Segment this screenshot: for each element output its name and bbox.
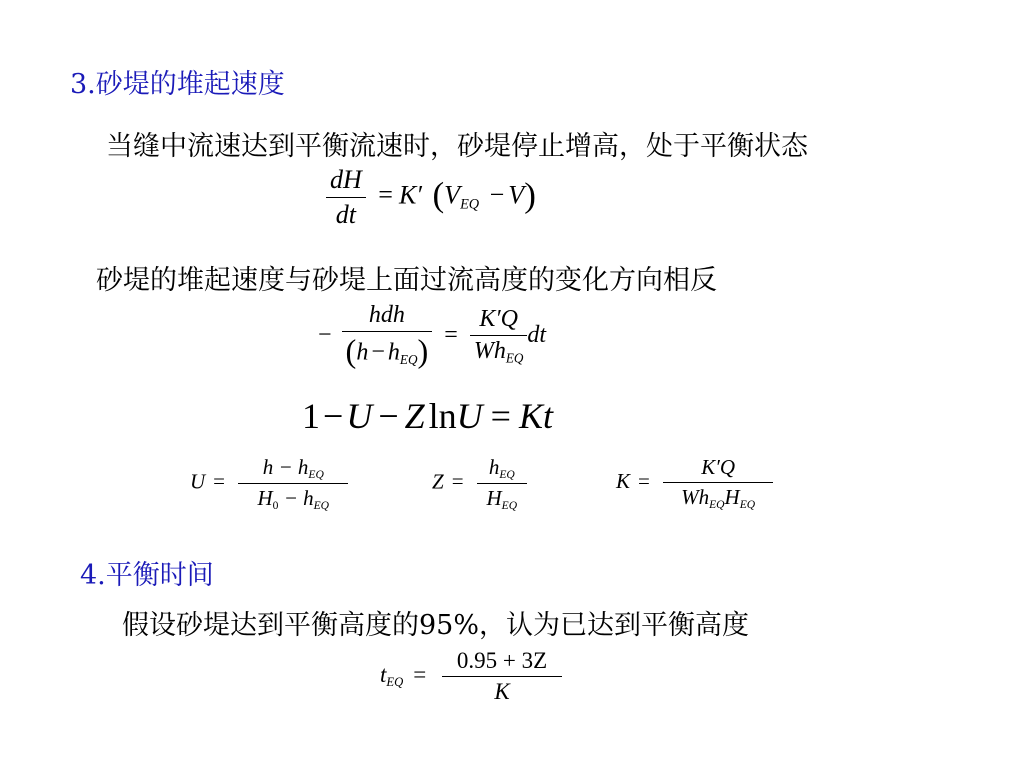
equation-equilibrium-time: $t_{EQ}$ = $\frac{0.95 + 3Z}{K}$ [380,648,562,705]
fraction-K: $\frac{K'Q}{Wh_{EQ}H_{EQ}}$ [663,455,773,511]
fraction-U: $\frac{h - h_{EQ}}{H_0 - h_{EQ}}$ [238,455,348,512]
definition-Z: Z = $\frac{h_{EQ}}{H_{EQ}}$ [432,455,527,512]
fraction-dH-dt: $\frac{dH}{dt}$ [326,165,366,230]
equation-differential: − $\frac{\text{hdh}}{(h - h_{EQ})}$ = $\frac{K'Q}{Wh_{EQ}}$ dt [318,302,547,370]
equation-integrated: 1−U − Z lnU = Kt [302,396,553,436]
section-4-heading: 4.平衡时间 [80,560,214,591]
equation-growth-rate: $\frac{dH}{dt}$ = K′ $(V_{EQ} - V)$ [326,165,536,230]
fraction-hdh: $\frac{\text{hdh}}{(h - h_{EQ})}$ [342,302,433,371]
fraction-KQ-Wh: $\frac{K'Q}{Wh_{EQ}}$ [470,306,528,367]
fraction-Z: $\frac{h_{EQ}}{H_{EQ}}$ [477,455,527,512]
definition-U: U = $\frac{h - h_{EQ}}{H_0 - h_{EQ}}$ [190,455,348,512]
paragraph-equilibrium-state: 当缝中流速达到平衡流速时，砂堤停止增高，处于平衡状态 [106,131,808,162]
fraction-tEQ: $\frac{0.95 + 3Z}{K}$ [442,648,562,705]
definition-K: K = $\frac{K'Q}{Wh_{EQ}H_{EQ}}$ [616,455,773,511]
paragraph-opposite-direction: 砂堤的堆起速度与砂堤上面过流高度的变化方向相反 [96,265,717,296]
section-3-heading: 3.砂堤的堆起速度 [70,69,285,100]
paragraph-equilibrium-time: 假设砂堤达到平衡高度的95%，认为已达到平衡高度 [122,610,750,641]
